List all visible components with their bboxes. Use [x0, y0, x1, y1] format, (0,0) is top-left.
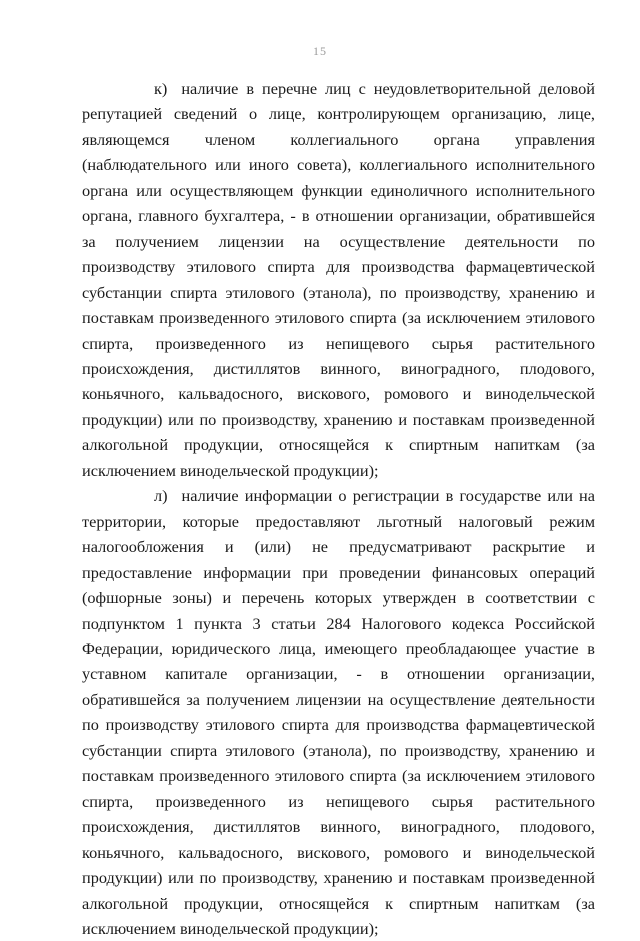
document-body	[82, 76, 595, 941]
list-item-l	[82, 483, 595, 941]
list-item-k	[82, 76, 595, 483]
list-item-text: наличие информации о регистрации в государстве или на территории, которые предоставляют льготный налоговый режим налогообложения и (или) не предусматривают раскрытие и предоставление информации при проведении финансовых операций (офшорные зоны) и перечень которых утвержден в соответствии с подпунктом 1 пункта 3 статьи 284 Налогового кодекса Российской Федерации, юридического лица, имеющего преобладающее участие в уставном капитале организации, - в отношении организации, обратившейся за получением лицензии на осуществление деятельности по производству этилового спирта для производства фармацевтической субстанции спирта этилового (этанола), по производству, хранению и поставкам произведенного этилового спирта (за исключением этилового спирта, произведенного из непищевого сырья растительного происхождения, дистиллятов винного, виноградного, плодового, коньячного, кальвадосного, вискового, ромового и винодельческой продукции) или по производству, хранению и поставкам произведенной алкогольной продукции, относящейся к спиртным напиткам (за исключением винодельческой продукции);	[82, 486, 595, 938]
list-item-text: наличие в перечне лиц с неудовлетворительной деловой репутацией сведений о лице, контролирующем организацию, лице, являющемся членом коллегиального органа управления (наблюдательного или иного совета), коллегиального исполнительного органа или осуществляющем функции единоличного исполнительного органа, главного бухгалтера, - в отношении организации, обратившейся за получением лицензии на осуществление деятельности по производству этилового спирта для производства фармацевтической субстанции спирта этилового (этанола), по производству, хранению и поставкам произведенного этилового спирта (за исключением этилового спирта, произведенного из непищевого сырья растительного происхождения, дистиллятов винного, виноградного, плодового, коньячного, кальвадосного, вискового, ромового и винодельческой продукции) или по производству, хранению и поставкам произведенной алкогольной продукции, относящейся к спиртным напиткам (за исключением винодельческой продукции);	[82, 79, 595, 480]
list-item-marker: к)	[154, 79, 168, 98]
page-number: 15	[313, 44, 327, 58]
list-item-marker: л)	[154, 486, 168, 506]
